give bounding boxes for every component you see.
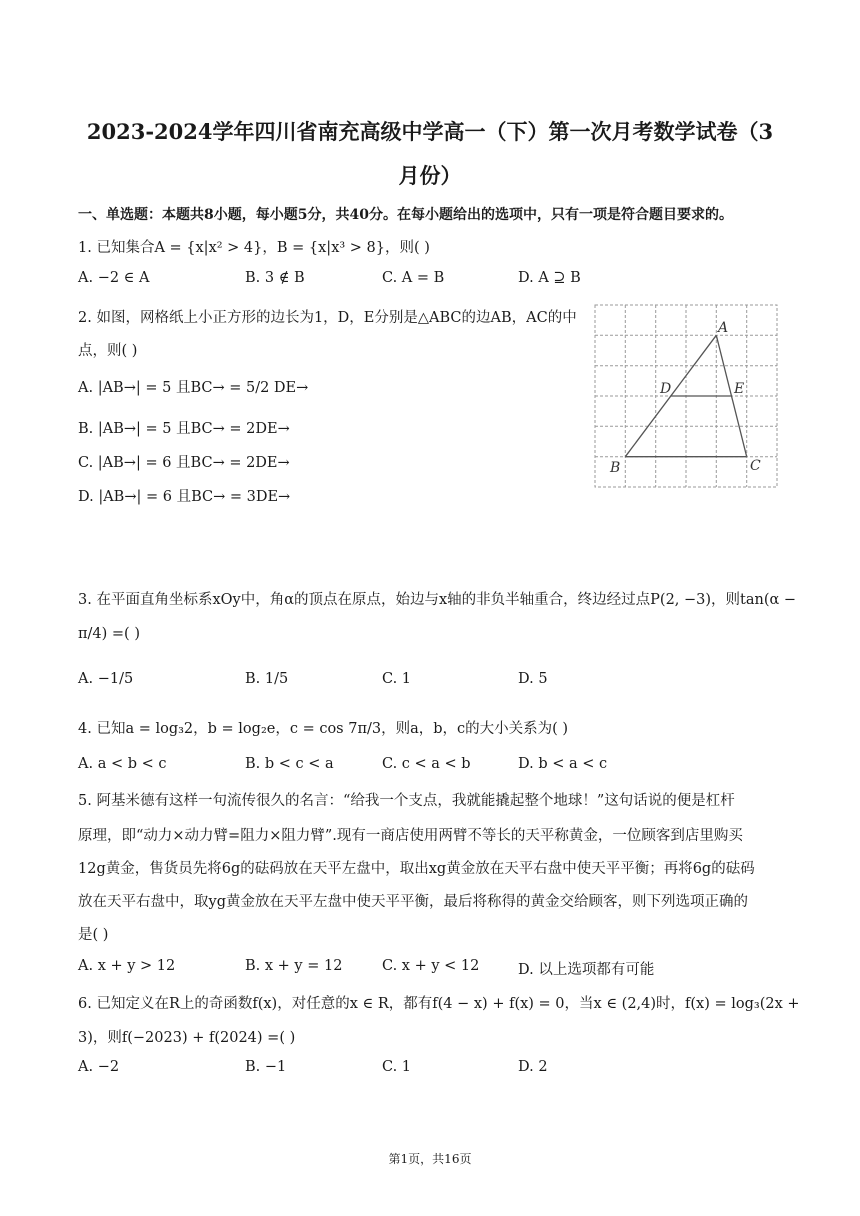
q6-option-a: A. −2	[78, 1059, 120, 1075]
q4-option-c: C. c < a < b	[382, 756, 471, 772]
q3-option-c: C. 1	[382, 671, 412, 687]
question-5-text-line5: 是( )	[78, 927, 109, 943]
q4-option-b: B. b < c < a	[245, 756, 334, 772]
question-6-text-line1: 6. 已知定义在R上的奇函数f(x)，对任意的x ∈ R，都有f(4 − x) + f(x) = 0，当x ∈ (2,4)时，f(x) = log₃(2x +	[78, 996, 800, 1012]
question-5-text-line1: 5. 阿基米德有这样一句流传很久的名言：“给我一个支点，我就能撬起整个地球！”这句话说的便是杠杆	[78, 793, 735, 809]
q2-option-d: D. |AB→| = 6 且BC→ = 3DE→	[78, 489, 291, 505]
q2-option-c: C. |AB→| = 6 且BC→ = 2DE→	[78, 455, 290, 471]
question-5-text-line2: 原理，即“动力×动力臂=阻力×阻力臂”.现有一商店使用两臂不等长的天平称黄金，一位顾客到店里购买	[78, 828, 743, 844]
q5-option-b: B. x + y = 12	[245, 958, 343, 974]
q5-option-a: A. x + y > 12	[78, 958, 176, 974]
question-2-text-line1: 2. 如图，网格纸上小正方形的边长为1，D，E分别是△ABC的边AB，AC的中	[78, 310, 577, 326]
q6-option-b: B. −1	[245, 1059, 287, 1075]
question-2-text-line2: 点，则( )	[78, 343, 138, 359]
label-b: B	[610, 460, 621, 476]
question-5-text-line3: 12g黄金，售货员先将6g的砝码放在天平左盘中，取出xg黄金放在天平右盘中使天平平衡；再将6g的砝码	[78, 861, 755, 877]
label-d: D	[660, 381, 672, 397]
label-e: E	[734, 381, 745, 397]
q1-option-b: B. 3 ∉ B	[245, 270, 305, 286]
q5-option-c: C. x + y < 12	[382, 958, 480, 974]
section-heading: 一、单选题：本题共8小题，每小题5分，共40分。在每小题给出的选项中，只有一项是符合题目要求的。	[78, 207, 733, 223]
question-4-text: 4. 已知a = log₃2，b = log₂e，c = cos 7π/3，则a，b，c的大小关系为( )	[78, 721, 569, 737]
label-c: C	[750, 458, 761, 474]
q4-option-d: D. b < a < c	[518, 756, 608, 772]
q3-option-a: A. −1/5	[78, 671, 134, 687]
label-a: A	[718, 320, 729, 336]
question-5-text-line4: 放在天平右盘中，取yg黄金放在天平左盘中使天平平衡，最后将称得的黄金交给顾客，则下列选项正确的	[78, 894, 748, 910]
q3-option-d: D. 5	[518, 671, 548, 687]
q3-option-b: B. 1/5	[245, 671, 289, 687]
question-6-text-line2: 3)，则f(−2023) + f(2024) =( )	[78, 1030, 296, 1046]
q2-option-a: A. |AB→| = 5 且BC→ = 5/2 DE→	[78, 380, 309, 396]
q6-option-d: D. 2	[518, 1059, 548, 1075]
q5-option-d: D. 以上选项都有可能	[518, 962, 655, 978]
q6-option-c: C. 1	[382, 1059, 412, 1075]
question-3-text-line2: π/4) =( )	[78, 626, 140, 642]
q1-option-d: D. A ⊇ B	[518, 270, 581, 286]
q1-option-c: C. A = B	[382, 270, 445, 286]
q2-option-b: B. |AB→| = 5 且BC→ = 2DE→	[78, 421, 290, 437]
page-footer: 第1页，共16页	[388, 1152, 472, 1166]
q1-option-a: A. −2 ∈ A	[78, 270, 150, 286]
page-title-line2: 月份）	[398, 163, 462, 188]
triangle-grid-figure	[592, 302, 782, 492]
question-1-text: 1. 已知集合A = {x|x² > 4}，B = {x|x³ > 8}，则( )	[78, 240, 430, 256]
question-3-text-line1: 3. 在平面直角坐标系xOy中，角α的顶点在原点，始边与x轴的非负半轴重合，终边经过点P(2, −3)，则tan(α −	[78, 592, 797, 608]
q4-option-a: A. a < b < c	[78, 756, 167, 772]
page-title-line1: 2023-2024学年四川省南充高级中学高一（下）第一次月考数学试卷（3	[86, 119, 774, 144]
